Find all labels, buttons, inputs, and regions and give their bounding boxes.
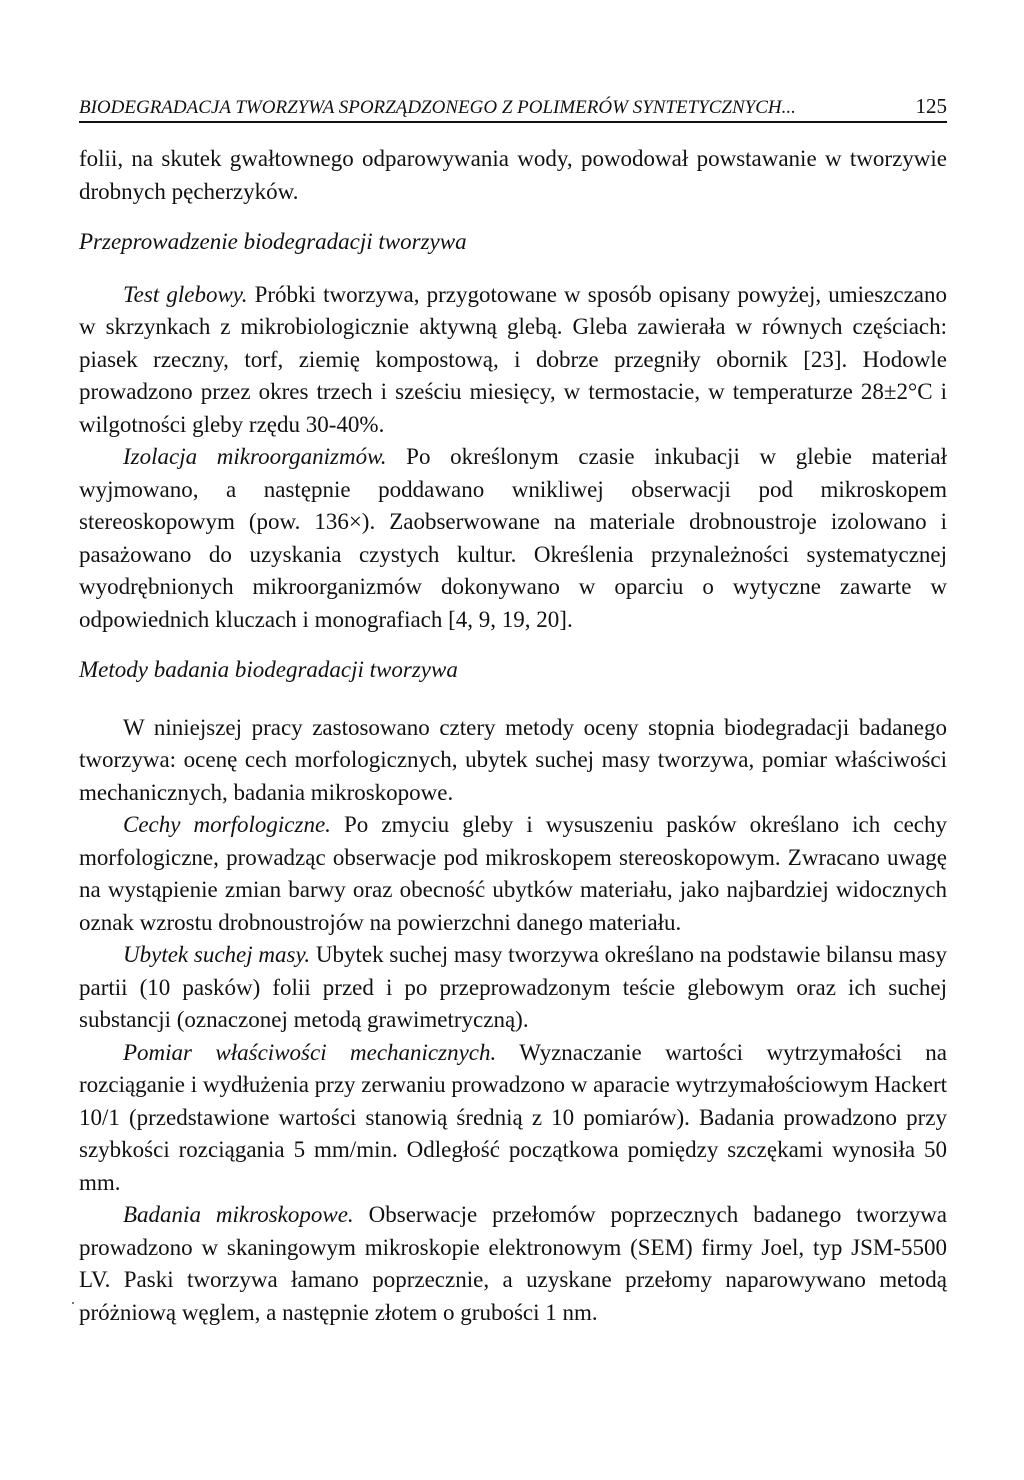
- paragraph-text: Wyznaczanie wartości wytrzymałości na rozciąganie i wydłużenia przy zerwaniu prowadzono w aparacie wytrzymałościowym Hackert 10/1 (przedstawione wartości stanowią średnią z 10 pomiarów). Badania prowadzono przy szybkości rozciągania 5 mm/min. Odległość początkowa pomiędzy szczękami wynosiła 50 mm.: [79, 1039, 947, 1195]
- running-title: BIODEGRADACJA TWORZYWA SPORZĄDZONEGO Z POLIMERÓW SYNTETYCZNYCH...: [79, 97, 796, 118]
- paragraph-morphology: [79, 809, 947, 939]
- section-heading-methods: Metody badania biodegradacji tworzywa: [79, 657, 458, 682]
- paragraph-mechanical: [79, 1037, 947, 1200]
- paragraph-text: Ubytek suchej masy tworzywa określano na podstawie bilansu masy partii (10 pasków) folii przed i po przeprowadzonym teście glebowym oraz ich suchej substancji (oznaczonej metodą grawimetryczną).: [79, 942, 947, 1032]
- paragraph-continuation: folii, na skutek gwałtownego odparowywania wody, powodował powstawanie w tworzywie drobnych pęcherzyków.: [79, 146, 947, 204]
- paragraph-text: Próbki tworzywa, przygotowane w sposób opisany powyżej, umieszczano w skrzynkach z mikrobiologicznie aktywną glebą. Gleba zawierała w równych częściach: piasek rzeczny, torf, ziemię kompostową, i dobrze przegniły obornik [23]. Hodowle prowadzono przez okres trzech i sześciu miesięcy, w termostacie, w temperaturze 28±2°C i wilgotności gleby rzędu 30-40%.: [79, 281, 948, 437]
- paragraph-lead: Ubytek suchej masy.: [123, 942, 311, 967]
- paragraph-lead: Badania mikroskopowe.: [123, 1202, 354, 1227]
- paragraph-dry-mass: [79, 939, 947, 1037]
- paragraph-methods-intro: W niniejszej pracy zastosowano cztery metody oceny stopnia biodegradacji badanego tworzywa: ocenę cech morfologicznych, ubytek suchej masy tworzywa, pomiar właściwości mechanicznych, badania mikroskopowe.: [79, 714, 947, 805]
- section-heading-biodegradation: Przeprowadzenie biodegradacji tworzywa: [79, 229, 467, 254]
- paragraph-lead: Pomiar właściwości mechanicznych.: [123, 1039, 497, 1065]
- scan-speck: [72, 1302, 74, 1304]
- paragraph-isolation: [79, 441, 947, 636]
- running-header: [79, 94, 947, 123]
- paragraph-text: Po określonym czasie inkubacji w glebie materiał wyjmowano, a następnie poddawano wnikliwej obserwacji pod mikroskopem stereoskopowym (pow. 136×). Zaobserwowane na materiale drobnoustroje izolowano i pasażowano do uzyskania czystych kultur. Określenia przynależności systematycznej wyodrębnionych mikroorganizmów dokonywano w oparciu o wytyczne zawarte w odpowiednich kluczach i monografiach [4, 9, 19, 20].: [79, 444, 947, 632]
- page-number: 125: [915, 94, 947, 118]
- paragraph-lead: Izolacja mikroorganizmów.: [123, 444, 387, 469]
- paragraph-text: Obserwacje przełomów poprzecznych badanego tworzywa prowadzono w skaningowym mikroskopie elektronowym (SEM) firmy Joel, typ JSM-5500 LV. Paski tworzywa łamano poprzecznie, a uzyskane przełomy naparowywano metodą próżniową węglem, a następnie złotem o grubości 1 nm.: [79, 1202, 947, 1325]
- paragraph-microscopy: [79, 1199, 947, 1329]
- paragraph-lead: Test glebowy.: [123, 281, 248, 307]
- page: [79, 94, 947, 1329]
- paragraph-text: Po zmyciu gleby i wysuszeniu pasków określano ich cechy morfologiczne, prowadząc obserwacje pod mikroskopem stereoskopowym. Zwracano uwagę na wystąpienie zmian barwy oraz obecność ubytków materiału, jako najbardziej widocznych oznak wzrostu drobnoustrojów na powierzchni danego materiału.: [79, 812, 947, 935]
- paragraph-lead: Cechy morfologiczne.: [123, 812, 331, 837]
- paragraph-soil-test: [79, 279, 947, 442]
